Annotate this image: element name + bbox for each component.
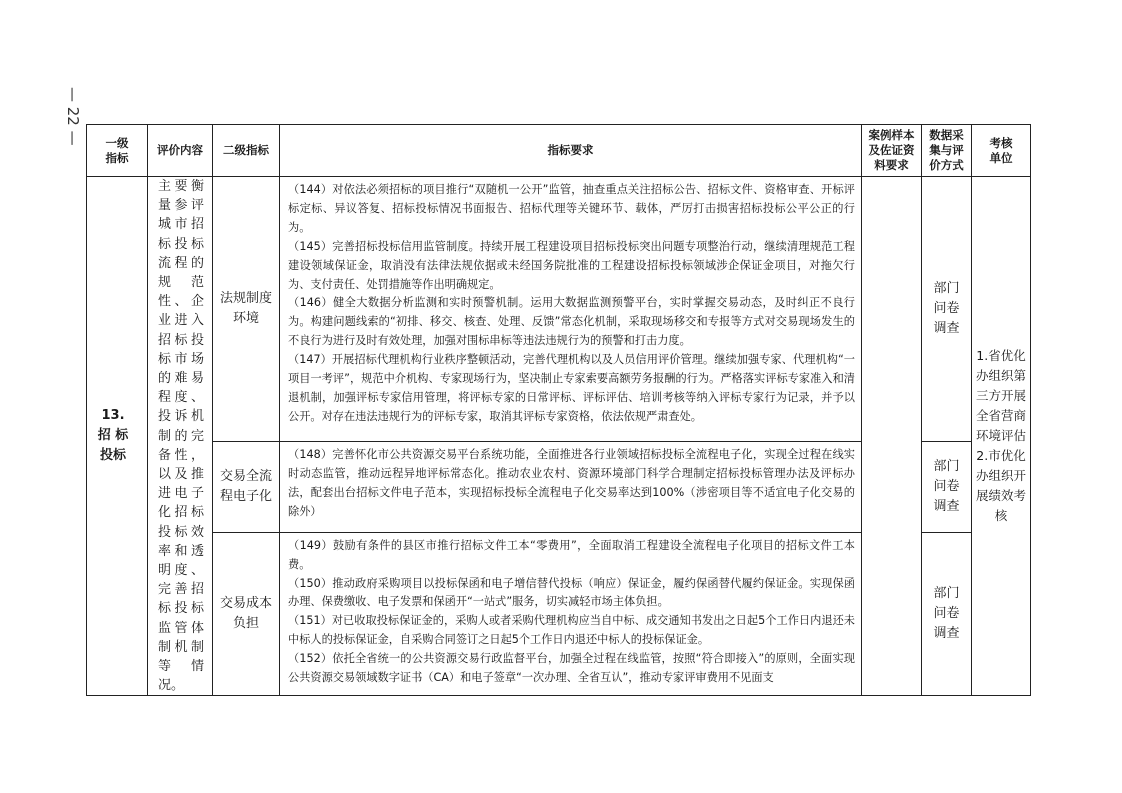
collection-cell-electronic: 部门问卷调查: [922, 442, 972, 532]
header-collection: 数据采集与评价方式: [922, 125, 972, 177]
level2-cell-cost: 交易成本负担: [213, 532, 280, 696]
requirement-item: （147）开展招标代理机构行业秩序整顿活动，完善代理机构以及人员信用评价管理。继续加强专家、代理机构“一项目一考评”，规范中介机构、专家现场行为，坚决制止专家索要高额劳务报酬的行为。严格落实评标专家准入和清退机制，加强评标专家信用管理，将评标专家的日常评标、评标评估、培训考核等纳入评标专家行为记录，并予以公开。对存在违法违规行为的评标专家，取消其评标专家资格，依法依规严肃查处。: [288, 353, 855, 423]
level2-cell-electronic: 交易全流程电子化: [213, 442, 280, 532]
header-level2: 二级指标: [213, 125, 280, 177]
eval-content-cell: 主要衡量参评城市招标投标流程的规范性、企业进入招标投标市场的难易程度、投诉机制的完备性，以及推进电子化招标投标效率和透明度、完善招标投标监管体制机制等情况。: [148, 177, 213, 696]
requirement-item: （144）对依法必须招标的项目推行“双随机一公开”监管，抽查重点关注招标公告、招标文件、资格审查、开标评标定标、异议答复、招标投标情况书面报告、招标代理等关键环节、载体，严厉打击损害招标投标公平公正的行为。: [288, 183, 855, 234]
table-header: [87, 125, 1031, 177]
requirement-cell-regulation: [280, 177, 862, 442]
header-level1: 一级指标: [87, 125, 148, 177]
header-sample: 案例样本及佐证资料要求: [862, 125, 922, 177]
header-requirement: 指标要求: [280, 125, 862, 177]
requirement-item: （148）完善怀化市公共资源交易平台系统功能，全面推进各行业领域招标投标全流程电子化，实现全过程在线实时动态监管，推动远程异地评标常态化。推动农业农村、资源环境部门科学合理制定招标投标管理办法及评标办法，配套出台招标文件电子范本，实现招标投标全流程电子化交易率达到100%（涉密项目等不适宜电子化交易的除外）: [288, 448, 855, 518]
header-eval-content: 评价内容: [148, 125, 213, 177]
table-row: [87, 177, 1031, 442]
collection-cell-cost: 部门问卷调查: [922, 532, 972, 696]
requirement-item: （146）健全大数据分析监测和实时预警机制。运用大数据监测预警平台，实时掌握交易动态，及时纠正不良行为。构建问题线索的“初排、移交、核查、处理、反馈”常态化机制，采取现场移交和专报等方式对交易现场发生的不良行为进行及时有效处理，加强对围标串标等违法违规行为的预警和打击力度。: [288, 296, 855, 348]
requirement-item: （152）依托全省统一的公共资源交易行政监督平台，加强全过程在线监管，按照“符合即接入”的原则，全面实现公共资源交易领域数字证书（CA）和电子签章“一次办理、全省互认”，推动专家评审费用不见面支: [288, 652, 855, 685]
requirement-cell-electronic: [280, 442, 862, 532]
requirement-item: （150）推动政府采购项目以投标保函和电子增信替代投标（响应）保证金，履约保函替代履约保证金。实现保函办理、保费缴收、电子发票和保函开“一站式”服务，切实减轻市场主体负担。: [288, 576, 855, 609]
level2-cell-regulation: 法规制度环境: [213, 177, 280, 442]
collection-cell-regulation: 部门问卷调查: [922, 177, 972, 442]
requirement-item: （151）对已收取投标保证金的，采购人或者采购代理机构应当自中标、成交通知书发出之日起5个工作日内退还未中标人的投标保证金，自采购合同签订之日起5个工作日内退还中标人的投标保证金。: [288, 614, 855, 647]
requirement-item: （145）完善招标投标信用监管制度。持续开展工程建设项目招标投标突出问题专项整治行动，继续清理规范工程建设领域保证金，取消没有法律法规依据或未经国务院批准的工程建设招标投标领域涉企保证金项目，对拖欠行为、支付责任、处罚措施等作出明确规定。: [288, 239, 855, 291]
unit-cell: 1.省优化办组织第三方开展全省营商环境评估 2.市优化办组织开展绩效考核: [972, 177, 1031, 696]
requirement-item: （149）鼓励有条件的县区市推行招标文件工本“零费用”，全面取消工程建设全流程电子化项目的招标文件工本费。: [288, 538, 855, 571]
sample-cell: [862, 177, 922, 696]
level1-cell: 13. 招 标投标: [87, 177, 148, 696]
evaluation-table: [86, 124, 1031, 696]
requirement-cell-cost: [280, 532, 862, 696]
header-unit: 考核单位: [972, 125, 1031, 177]
page-number: — 22 —: [64, 87, 82, 146]
